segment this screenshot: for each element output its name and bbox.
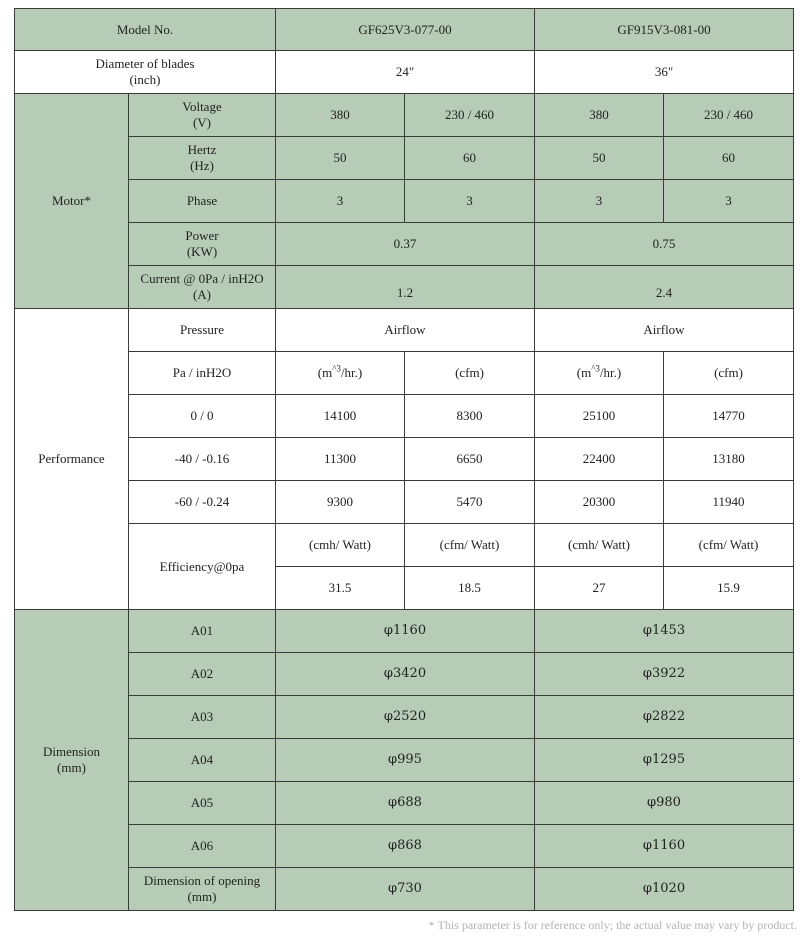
performance-group-label: Performance — [15, 309, 129, 610]
efficiency-value: 31.5 — [276, 567, 405, 610]
efficiency-value: 27 — [535, 567, 664, 610]
hertz-value: 60 — [664, 137, 794, 180]
phase-value: 3 — [276, 180, 405, 223]
header-row — [15, 9, 794, 51]
dimension-b: φ2822 — [535, 696, 794, 739]
opening-label: Dimension of opening (mm) — [129, 868, 276, 911]
dimension-b: φ1295 — [535, 739, 794, 782]
airflow-value: 13180 — [664, 438, 794, 481]
dimension-label: A06 — [129, 825, 276, 868]
hertz-label: Hertz (Hz) — [129, 137, 276, 180]
efficiency-units-row — [15, 524, 794, 567]
dimension-row — [15, 696, 794, 739]
dimension-row — [15, 653, 794, 696]
phase-label: Phase — [129, 180, 276, 223]
dimension-a: φ1160 — [276, 610, 535, 653]
blades-label: Diameter of blades (inch) — [15, 51, 276, 94]
dimension-label: A02 — [129, 653, 276, 696]
airflow-value: 9300 — [276, 481, 405, 524]
efficiency-label: Efficiency@0pa — [129, 524, 276, 610]
pressure-units-label: Pa / inH2O — [129, 352, 276, 395]
motor-group-label: Motor* — [15, 94, 129, 309]
power-label: Power (KW) — [129, 223, 276, 266]
voltage-row — [15, 94, 794, 137]
airflow-b-label: Airflow — [535, 309, 794, 352]
efficiency-unit: (cmh/ Watt) — [276, 524, 405, 567]
efficiency-unit: (cfm/ Watt) — [664, 524, 794, 567]
dimension-a: φ868 — [276, 825, 535, 868]
airflow-value: 14770 — [664, 395, 794, 438]
voltage-value: 230 / 460 — [405, 94, 535, 137]
dimension-b: φ1453 — [535, 610, 794, 653]
dimension-label: A03 — [129, 696, 276, 739]
model-a: GF625V3-077-00 — [276, 9, 535, 51]
blades-b: 36" — [535, 51, 794, 94]
voltage-value: 380 — [535, 94, 664, 137]
opening-a: φ730 — [276, 868, 535, 911]
airflow-value: 11300 — [276, 438, 405, 481]
dimension-label: A04 — [129, 739, 276, 782]
efficiency-unit: (cmh/ Watt) — [535, 524, 664, 567]
airflow-a-label: Airflow — [276, 309, 535, 352]
pressure-value: 0 / 0 — [129, 395, 276, 438]
current-label: Current @ 0Pa / inH2O (A) — [129, 266, 276, 309]
dimension-b: φ980 — [535, 782, 794, 825]
dimension-a: φ688 — [276, 782, 535, 825]
pressure-value: -40 / -0.16 — [129, 438, 276, 481]
hertz-row — [15, 137, 794, 180]
units-row — [15, 352, 794, 395]
airflow-value: 8300 — [405, 395, 535, 438]
voltage-value: 380 — [276, 94, 405, 137]
phase-value: 3 — [664, 180, 794, 223]
unit-cfm: (cfm) — [664, 352, 794, 395]
current-row — [15, 266, 794, 309]
power-a: 0.37 — [276, 223, 535, 266]
dimension-a: φ995 — [276, 739, 535, 782]
dimension-label: A01 — [129, 610, 276, 653]
phase-row — [15, 180, 794, 223]
perf-row — [15, 438, 794, 481]
dimension-row — [15, 610, 794, 653]
perf-row — [15, 395, 794, 438]
efficiency-value: 18.5 — [405, 567, 535, 610]
dimension-b: φ3922 — [535, 653, 794, 696]
current-a: 1.2 — [276, 266, 535, 309]
dimension-b: φ1160 — [535, 825, 794, 868]
efficiency-unit: (cfm/ Watt) — [405, 524, 535, 567]
hertz-value: 50 — [535, 137, 664, 180]
airflow-value: 20300 — [535, 481, 664, 524]
airflow-value: 22400 — [535, 438, 664, 481]
unit-m3: $(m^{\^{}3}/hr.)$ — [276, 352, 405, 395]
hertz-value: 50 — [276, 137, 405, 180]
hertz-value: 60 — [405, 137, 535, 180]
blades-a: 24" — [276, 51, 535, 94]
power-b: 0.75 — [535, 223, 794, 266]
opening-row — [15, 868, 794, 911]
current-b: 2.4 — [535, 266, 794, 309]
pressure-value: -60 / -0.24 — [129, 481, 276, 524]
airflow-value: 6650 — [405, 438, 535, 481]
pressure-row — [15, 309, 794, 352]
voltage-value: 230 / 460 — [664, 94, 794, 137]
opening-b: φ1020 — [535, 868, 794, 911]
dimension-a: φ2520 — [276, 696, 535, 739]
dimension-row — [15, 739, 794, 782]
unit-cfm: (cfm) — [405, 352, 535, 395]
dimension-row — [15, 782, 794, 825]
airflow-value: 5470 — [405, 481, 535, 524]
dimension-label: A05 — [129, 782, 276, 825]
spec-table — [14, 8, 794, 911]
airflow-value: 25100 — [535, 395, 664, 438]
pressure-label: Pressure — [129, 309, 276, 352]
dimension-row — [15, 825, 794, 868]
unit-m3: $(m^{\^{}3}/hr.)$ — [535, 352, 664, 395]
model-label: Model No. — [15, 9, 276, 51]
phase-value: 3 — [535, 180, 664, 223]
efficiency-value: 15.9 — [664, 567, 794, 610]
dimension-group-label: Dimension (mm) — [15, 610, 129, 911]
airflow-value: 11940 — [664, 481, 794, 524]
perf-row — [15, 481, 794, 524]
model-b: GF915V3-081-00 — [535, 9, 794, 51]
footnote: * This parameter is for reference only; the actual value may vary by product. — [428, 918, 797, 932]
airflow-value: 14100 — [276, 395, 405, 438]
dimension-a: φ3420 — [276, 653, 535, 696]
phase-value: 3 — [405, 180, 535, 223]
power-row — [15, 223, 794, 266]
voltage-label: Voltage (V) — [129, 94, 276, 137]
blades-row — [15, 51, 794, 94]
